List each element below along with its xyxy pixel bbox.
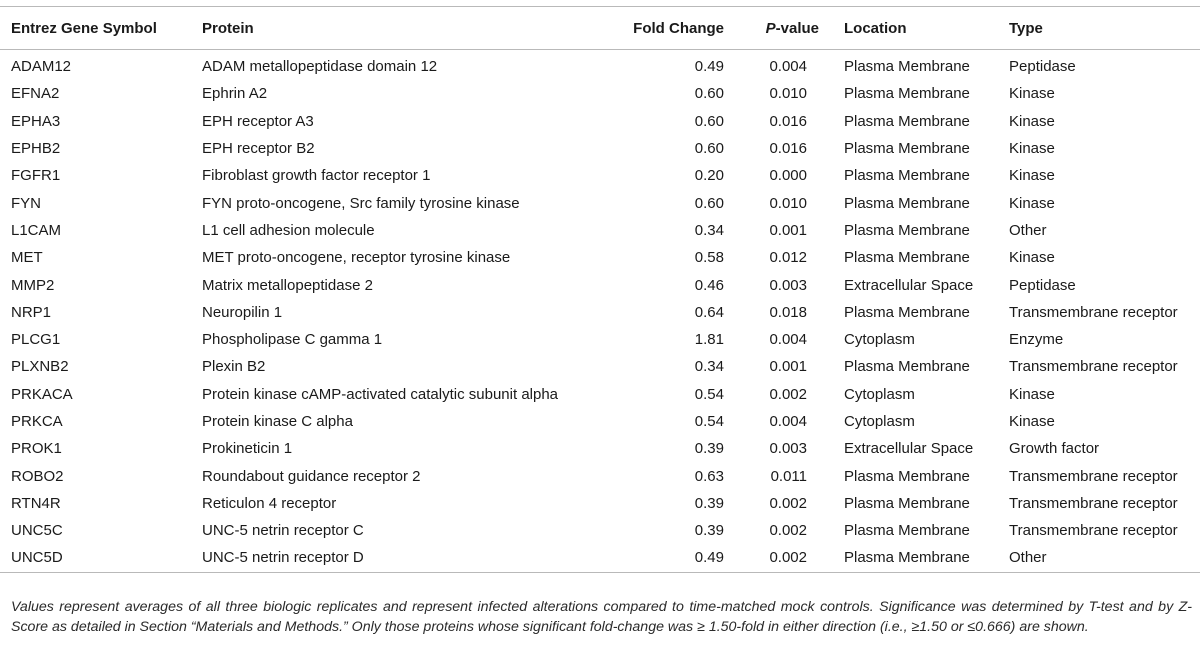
cell-location: Plasma Membrane [844,140,970,158]
table-body [0,50,1200,573]
cell-protein: Phospholipase C gamma 1 [202,331,383,349]
cell-protein: FYN proto-oncogene, Src family tyrosine kinase [202,194,520,212]
cell-fold-change: 0.34 [694,221,724,239]
cell-p-value: 0.003 [769,440,807,458]
cell-type: Kinase [1009,249,1055,267]
cell-gene-symbol: PLXNB2 [11,358,69,376]
cell-protein: Roundabout guidance receptor 2 [202,467,421,485]
table-row [0,80,1200,107]
cell-location: Plasma Membrane [844,522,970,540]
cell-gene-symbol: ADAM12 [11,58,72,76]
cell-fold-change: 0.39 [694,494,724,512]
cell-protein: ADAM metallopeptidase domain 12 [202,58,438,76]
table-row [0,381,1200,408]
cell-gene-symbol: PROK1 [11,440,62,458]
cell-location: Cytoplasm [844,331,915,349]
table-row [0,189,1200,216]
table-row [0,271,1200,298]
cell-type: Growth factor [1009,440,1100,458]
cell-type: Kinase [1009,194,1055,212]
cell-location: Plasma Membrane [844,58,970,76]
cell-location: Plasma Membrane [844,194,970,212]
cell-p-value: 0.000 [769,167,807,185]
cell-p-value: 0.016 [769,140,807,158]
header-p-value [737,7,833,50]
header-fold-change: Fold Change [633,19,724,37]
table-row [0,162,1200,189]
cell-location: Plasma Membrane [844,112,970,130]
cell-fold-change: 0.49 [694,58,724,76]
table-row [0,108,1200,135]
cell-p-value: 0.003 [769,276,807,294]
cell-location: Extracellular Space [844,440,974,458]
table-row [0,244,1200,271]
cell-p-value: 0.018 [769,303,807,321]
cell-type: Peptidase [1009,58,1076,76]
header-p-value-italic: P [765,19,776,37]
cell-protein: L1 cell adhesion molecule [202,221,375,239]
cell-location: Plasma Membrane [844,85,970,103]
cell-fold-change: 0.63 [694,467,724,485]
table-row [0,326,1200,353]
cell-gene-symbol: NRP1 [11,303,52,321]
cell-type: Transmembrane receptor [1009,494,1178,512]
cell-p-value: 0.016 [769,112,807,130]
cell-type: Kinase [1009,413,1055,430]
cell-gene-symbol: PRKCA [11,413,63,430]
cell-fold-change: 0.39 [694,440,724,458]
cell-location: Extracellular Space [844,276,974,294]
cell-type: Peptidase [1009,276,1076,294]
cell-type: Kinase [1009,167,1055,185]
header-location: Location [844,19,907,37]
table-row [0,435,1200,462]
table-row [0,135,1200,162]
cell-type: Transmembrane receptor [1009,303,1178,321]
table-row [0,544,1200,572]
cell-fold-change: 0.60 [694,194,724,212]
cell-location: Cytoplasm [844,385,915,403]
header-type: Type [1009,19,1043,37]
cell-type: Kinase [1009,385,1055,403]
cell-gene-symbol: UNC5C [11,522,63,540]
table-footnote: Values represent averages of all three biologic replicates and represent infected alterations compared to time-matched mock controls. Significance was determined by T-test and by Z-Score as detailed in Section “Materials and Methods.” Only those proteins whose significant fold-change was ≥ 1.50-fold in either direction (i.e., ≥1.50 or ≤0.666) are shown. [11,599,1192,636]
cell-p-value: 0.001 [769,358,807,376]
cell-protein: Neuropilin 1 [202,303,283,321]
cell-protein: Protein kinase C alpha [202,413,353,430]
cell-fold-change: 0.39 [694,522,724,540]
cell-gene-symbol: EPHB2 [11,140,61,158]
cell-gene-symbol: EPHA3 [11,112,61,130]
cell-type: Kinase [1009,112,1055,130]
cell-p-value: 0.001 [769,221,807,239]
cell-location: Plasma Membrane [844,494,970,512]
cell-fold-change: 0.20 [694,167,724,185]
cell-type: Other [1009,221,1047,239]
cell-protein: Matrix metallopeptidase 2 [202,276,373,294]
cell-protein: UNC-5 netrin receptor D [202,549,364,567]
cell-location: Plasma Membrane [844,549,970,567]
cell-fold-change: 0.64 [694,303,724,321]
cell-location: Plasma Membrane [844,249,970,267]
cell-gene-symbol: MMP2 [11,276,55,294]
cell-fold-change: 0.60 [694,112,724,130]
cell-gene-symbol: FGFR1 [11,167,61,185]
cell-type: Transmembrane receptor [1009,467,1178,485]
cell-gene-symbol: PRKACA [11,385,73,403]
cell-p-value: 0.002 [769,549,807,567]
cell-p-value: 0.010 [769,194,807,212]
cell-protein: Plexin B2 [202,358,266,376]
cell-protein: Fibroblast growth factor receptor 1 [202,167,431,185]
header-p-value-suffix: -value [775,19,819,37]
header-protein: Protein [202,19,254,37]
table-header-row [0,7,1200,50]
cell-fold-change: 0.54 [694,413,724,430]
cell-type: Enzyme [1009,331,1064,349]
header-gene-symbol: Entrez Gene Symbol [11,19,157,37]
table-row [0,299,1200,326]
table-row [0,490,1200,517]
table-row [0,408,1200,435]
cell-gene-symbol: UNC5D [11,549,63,567]
table-row [0,50,1200,81]
cell-type: Kinase [1009,140,1055,158]
cell-gene-symbol: PLCG1 [11,331,61,349]
cell-fold-change: 0.58 [694,249,724,267]
cell-protein: EPH receptor A3 [202,112,314,130]
cell-fold-change: 0.60 [694,140,724,158]
cell-protein: UNC-5 netrin receptor C [202,522,364,540]
cell-protein: Prokineticin 1 [202,440,293,458]
cell-fold-change: 0.60 [694,85,724,103]
cell-location: Plasma Membrane [844,467,970,485]
cell-fold-change: 0.49 [694,549,724,567]
cell-location: Plasma Membrane [844,358,970,376]
cell-gene-symbol: L1CAM [11,221,62,239]
cell-gene-symbol: RTN4R [11,494,61,512]
cell-p-value: 0.010 [769,85,807,103]
cell-location: Cytoplasm [844,413,915,430]
cell-fold-change: 1.81 [694,331,724,349]
gene-table [0,6,1200,573]
cell-gene-symbol: ROBO2 [11,467,64,485]
cell-p-value: 0.004 [769,413,807,430]
cell-type: Kinase [1009,85,1055,103]
cell-fold-change: 0.46 [694,276,724,294]
cell-p-value: 0.011 [770,467,807,485]
cell-protein: Ephrin A2 [202,85,268,103]
cell-p-value: 0.002 [769,522,807,540]
cell-location: Plasma Membrane [844,303,970,321]
cell-p-value: 0.002 [769,494,807,512]
cell-p-value: 0.004 [769,58,807,76]
cell-gene-symbol: FYN [11,194,41,212]
cell-location: Plasma Membrane [844,221,970,239]
table-row [0,462,1200,489]
cell-type: Transmembrane receptor [1009,522,1178,540]
cell-protein: MET proto-oncogene, receptor tyrosine kinase [202,249,511,267]
cell-gene-symbol: MET [11,249,43,267]
table-row [0,517,1200,544]
cell-p-value: 0.002 [769,385,807,403]
cell-fold-change: 0.54 [694,385,724,403]
cell-protein: Protein kinase cAMP-activated catalytic subunit alpha [202,385,559,403]
data-table-container [0,6,1200,573]
cell-type: Transmembrane receptor [1009,358,1178,376]
cell-p-value: 0.012 [769,249,807,267]
table-row [0,217,1200,244]
cell-type: Other [1009,549,1047,567]
cell-p-value: 0.004 [769,331,807,349]
table-row [0,353,1200,380]
cell-fold-change: 0.34 [694,358,724,376]
cell-location: Plasma Membrane [844,167,970,185]
cell-protein: EPH receptor B2 [202,140,315,158]
cell-gene-symbol: EFNA2 [11,85,60,103]
cell-protein: Reticulon 4 receptor [202,494,337,512]
